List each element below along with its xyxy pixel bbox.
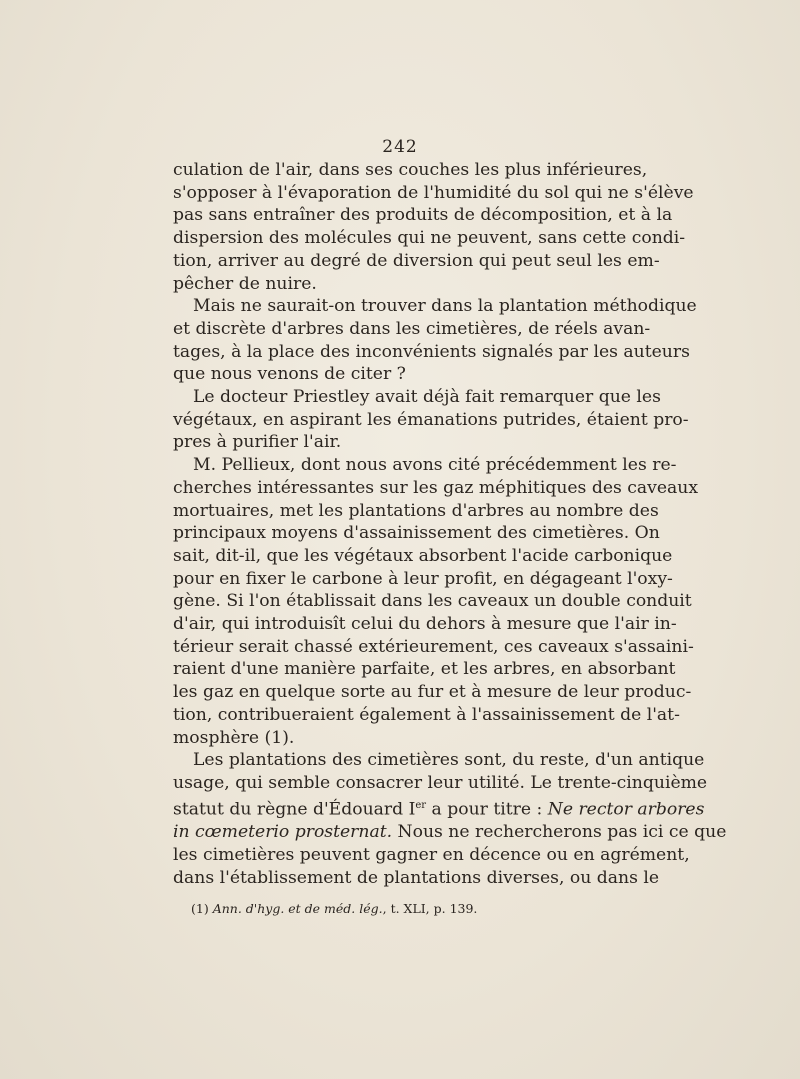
- text-line: cherches intéressantes sur les gaz méphitiques des caveaux: [173, 477, 699, 498]
- text-line: que nous venons de citer ?: [173, 364, 406, 385]
- body-text: [173, 159, 727, 889]
- footnote: [191, 901, 477, 916]
- text-line: les gaz en quelque sorte au fur et à mesure de leur produc-: [173, 682, 692, 703]
- text-line: sait, dit-il, que les végétaux absorbent l'acide carbonique: [173, 545, 673, 566]
- text-line: pas sans entraîner des produits de décomposition, et à la: [173, 205, 673, 226]
- page-number: 242: [382, 137, 418, 157]
- text-line: dans l'établissement de plantations diverses, ou dans le: [173, 867, 660, 888]
- text-line: tion, contribueraient également à l'assainissement de l'at-: [173, 704, 680, 725]
- text-line: pour en fixer le carbone à leur profit, en dégageant l'oxy-: [173, 568, 673, 589]
- superscript: er: [415, 799, 427, 811]
- text-line-with-italic: statut du règne d'Édouard Ier a pour titre : Ne rector arbores: [173, 799, 705, 820]
- text-line: dispersion des molécules qui ne peuvent, sans cette condi-: [173, 228, 686, 249]
- text-line: et discrète d'arbres dans les cimetières, de réels avan-: [173, 318, 651, 339]
- latin-phrase: Ne rector arbores: [547, 799, 705, 820]
- text-line: raient d'une manière parfaite, et les arbres, en absorbant: [173, 659, 676, 680]
- text-line: usage, qui semble consacrer leur utilité. Le trente-cinquième: [173, 772, 708, 793]
- text-line: gène. Si l'on établissait dans les caveaux un double conduit: [173, 591, 692, 612]
- text-line: mortuaires, met les plantations d'arbres au nombre des: [173, 500, 659, 521]
- text-line: térieur serait chassé extérieurement, ces caveaux s'assaini-: [173, 636, 694, 657]
- latin-phrase: in cœmeterio prosternat.: [173, 822, 393, 843]
- text-line: M. Pellieux, dont nous avons cité précédemment les re-: [193, 455, 677, 476]
- text-line: Le docteur Priestley avait déjà fait remarquer que les: [193, 387, 661, 408]
- text-line: culation de l'air, dans ses couches les plus inférieures,: [173, 160, 648, 180]
- text-line: tages, à la place des inconvénients signalés par les auteurs: [173, 341, 690, 362]
- text-line: Les plantations des cimetières sont, du reste, d'un antique: [193, 750, 705, 771]
- footnote-source: Ann. d'hyg. et de méd. lég.: [212, 901, 383, 916]
- text-line: végétaux, en aspirant les émanations putrides, étaient pro-: [173, 409, 689, 430]
- text-line-with-italic: in cœmeterio prosternat. Nous ne rechercherons pas ici ce que: [173, 822, 727, 843]
- footnote-marker: (1): [191, 901, 209, 916]
- text-line: s'opposer à l'évaporation de l'humidité du sol qui ne s'élève: [173, 182, 694, 203]
- text-line: principaux moyens d'assainissement des cimetières. On: [173, 523, 660, 544]
- text-line: d'air, qui introduisît celui du dehors à mesure que l'air in-: [173, 614, 677, 635]
- footnote-reference: , t. XLI, p. 139.: [382, 901, 478, 916]
- text-line: tion, arriver au degré de diversion qui peut seul les em-: [173, 250, 660, 271]
- text-line: pres à purifier l'air.: [173, 432, 342, 453]
- text-line: les cimetières peuvent gagner en décence ou en agrément,: [173, 844, 690, 865]
- text-line: Mais ne saurait-on trouver dans la plantation méthodique: [193, 296, 697, 317]
- text-line: mosphère (1).: [173, 727, 295, 748]
- text-line: pêcher de nuire.: [173, 273, 317, 294]
